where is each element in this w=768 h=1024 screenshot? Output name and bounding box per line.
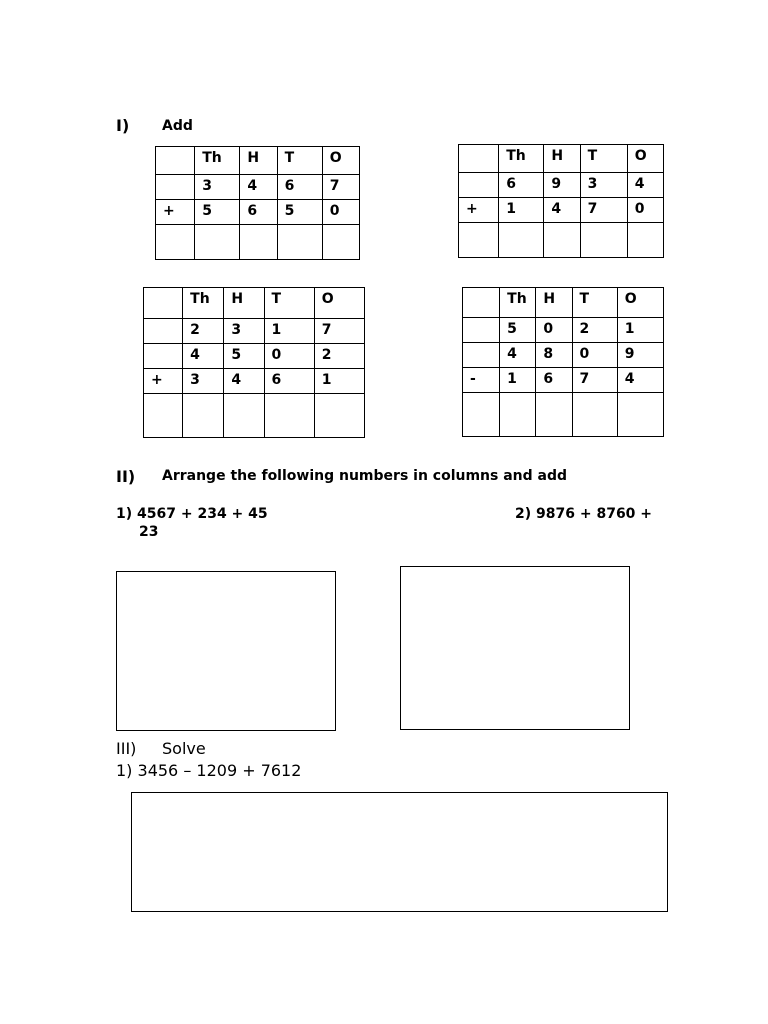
- answer-box-1[interactable]: [116, 571, 336, 731]
- operator-cell: [156, 175, 195, 200]
- table-1-row: [156, 147, 360, 175]
- place-value-header: [156, 147, 195, 175]
- digit-cell[interactable]: [544, 223, 580, 258]
- digit-cell: 0: [572, 343, 617, 368]
- digit-cell: 4: [627, 173, 663, 198]
- subtraction-table-4: [462, 287, 664, 437]
- place-value-header: Th: [195, 147, 240, 175]
- digit-cell: 3: [195, 175, 240, 200]
- digit-cell[interactable]: [499, 223, 544, 258]
- operator-cell: +: [144, 369, 183, 394]
- table-2-row: [459, 198, 664, 223]
- digit-cell[interactable]: [500, 393, 536, 437]
- table-4-row: [463, 343, 664, 368]
- operator-cell[interactable]: [156, 225, 195, 260]
- digit-cell: 5: [195, 200, 240, 225]
- digit-cell: 5: [224, 344, 264, 369]
- addition-table-2: [458, 144, 664, 258]
- table-3-row: [144, 319, 365, 344]
- digit-cell: 1: [264, 319, 314, 344]
- digit-cell: 6: [277, 175, 322, 200]
- digit-cell: 6: [240, 200, 277, 225]
- digit-cell: 7: [580, 198, 627, 223]
- table-4-row: [463, 368, 664, 393]
- answer-box-2[interactable]: [400, 566, 630, 730]
- digit-cell: 9: [544, 173, 580, 198]
- digit-cell[interactable]: [240, 225, 277, 260]
- operator-cell: [459, 173, 499, 198]
- place-value-header: T: [264, 288, 314, 319]
- digit-cell: 2: [183, 319, 224, 344]
- place-value-header: [463, 288, 500, 318]
- problem-2-expression: 2) 9876 + 8760 +: [515, 506, 653, 522]
- digit-cell[interactable]: [264, 394, 314, 438]
- section-1-title: Add: [162, 118, 193, 134]
- operator-cell[interactable]: [463, 393, 500, 437]
- digit-cell[interactable]: [627, 223, 663, 258]
- section-1-number: I): [116, 116, 130, 135]
- operator-cell[interactable]: [144, 394, 183, 438]
- digit-cell: 0: [264, 344, 314, 369]
- addition-table-3: [143, 287, 365, 438]
- digit-cell: 6: [499, 173, 544, 198]
- digit-cell[interactable]: [580, 223, 627, 258]
- table-4-row: [463, 393, 664, 437]
- place-value-header: O: [322, 147, 359, 175]
- digit-cell[interactable]: [277, 225, 322, 260]
- table-1-row: [156, 175, 360, 200]
- digit-cell: 4: [240, 175, 277, 200]
- digit-cell: 4: [544, 198, 580, 223]
- digit-cell: 2: [572, 318, 617, 343]
- place-value-header: Th: [183, 288, 224, 319]
- digit-cell[interactable]: [183, 394, 224, 438]
- place-value-header: [144, 288, 183, 319]
- digit-cell: 6: [536, 368, 572, 393]
- digit-cell: 0: [322, 200, 359, 225]
- table-2-row: [459, 145, 664, 173]
- digit-cell: 4: [224, 369, 264, 394]
- digit-cell: 7: [572, 368, 617, 393]
- digit-cell[interactable]: [314, 394, 364, 438]
- digit-cell[interactable]: [224, 394, 264, 438]
- section-3-title: Solve: [162, 739, 206, 758]
- table-3-row: [144, 369, 365, 394]
- operator-cell: -: [463, 368, 500, 393]
- operator-cell[interactable]: [459, 223, 499, 258]
- place-value-header: H: [544, 145, 580, 173]
- digit-cell: 3: [224, 319, 264, 344]
- digit-cell: 5: [500, 318, 536, 343]
- digit-cell: 1: [617, 318, 663, 343]
- addition-table-2-body: [459, 145, 664, 258]
- addition-table-1: [155, 146, 360, 260]
- place-value-header: H: [224, 288, 264, 319]
- digit-cell: 1: [500, 368, 536, 393]
- answer-box-3[interactable]: [131, 792, 668, 912]
- place-value-header: H: [240, 147, 277, 175]
- operator-cell: [144, 319, 183, 344]
- digit-cell[interactable]: [617, 393, 663, 437]
- digit-cell: 8: [536, 343, 572, 368]
- place-value-header: O: [627, 145, 663, 173]
- section-2-title: Arrange the following numbers in columns and add: [162, 468, 568, 484]
- digit-cell[interactable]: [195, 225, 240, 260]
- digit-cell: 4: [500, 343, 536, 368]
- operator-cell: [144, 344, 183, 369]
- place-value-header: [459, 145, 499, 173]
- digit-cell: 3: [183, 369, 224, 394]
- section-3-number: III): [116, 739, 137, 758]
- section-3-problem-1: 1) 3456 – 1209 + 7612: [116, 761, 302, 780]
- table-2-row: [459, 173, 664, 198]
- digit-cell: 7: [314, 319, 364, 344]
- place-value-header: O: [314, 288, 364, 319]
- addition-table-1-body: [156, 147, 360, 260]
- digit-cell: 6: [264, 369, 314, 394]
- operator-cell: +: [156, 200, 195, 225]
- digit-cell: 4: [617, 368, 663, 393]
- table-4-row: [463, 288, 664, 318]
- digit-cell[interactable]: [536, 393, 572, 437]
- table-3-row: [144, 288, 365, 319]
- digit-cell: 3: [580, 173, 627, 198]
- table-3-row: [144, 394, 365, 438]
- place-value-header: H: [536, 288, 572, 318]
- table-1-row: [156, 225, 360, 260]
- place-value-header: T: [277, 147, 322, 175]
- digit-cell: 4: [183, 344, 224, 369]
- operator-cell: [463, 318, 500, 343]
- digit-cell: 2: [314, 344, 364, 369]
- addition-table-3-body: [144, 288, 365, 438]
- digit-cell: 1: [499, 198, 544, 223]
- place-value-header: Th: [499, 145, 544, 173]
- digit-cell: 0: [536, 318, 572, 343]
- digit-cell: 9: [617, 343, 663, 368]
- digit-cell: 0: [627, 198, 663, 223]
- table-3-row: [144, 344, 365, 369]
- operator-cell: [463, 343, 500, 368]
- table-2-row: [459, 223, 664, 258]
- subtraction-table-4-body: [463, 288, 664, 437]
- table-1-row: [156, 200, 360, 225]
- digit-cell: 5: [277, 200, 322, 225]
- problem-1-expression: 1) 4567 + 234 + 45: [116, 506, 268, 522]
- table-4-row: [463, 318, 664, 343]
- place-value-header: O: [617, 288, 663, 318]
- section-2-number: II): [116, 467, 136, 486]
- place-value-header: T: [580, 145, 627, 173]
- operator-cell: +: [459, 198, 499, 223]
- digit-cell: 1: [314, 369, 364, 394]
- place-value-header: Th: [500, 288, 536, 318]
- problem-1-expression-continued: 23: [139, 524, 159, 540]
- digit-cell: 7: [322, 175, 359, 200]
- digit-cell[interactable]: [572, 393, 617, 437]
- digit-cell[interactable]: [322, 225, 359, 260]
- place-value-header: T: [572, 288, 617, 318]
